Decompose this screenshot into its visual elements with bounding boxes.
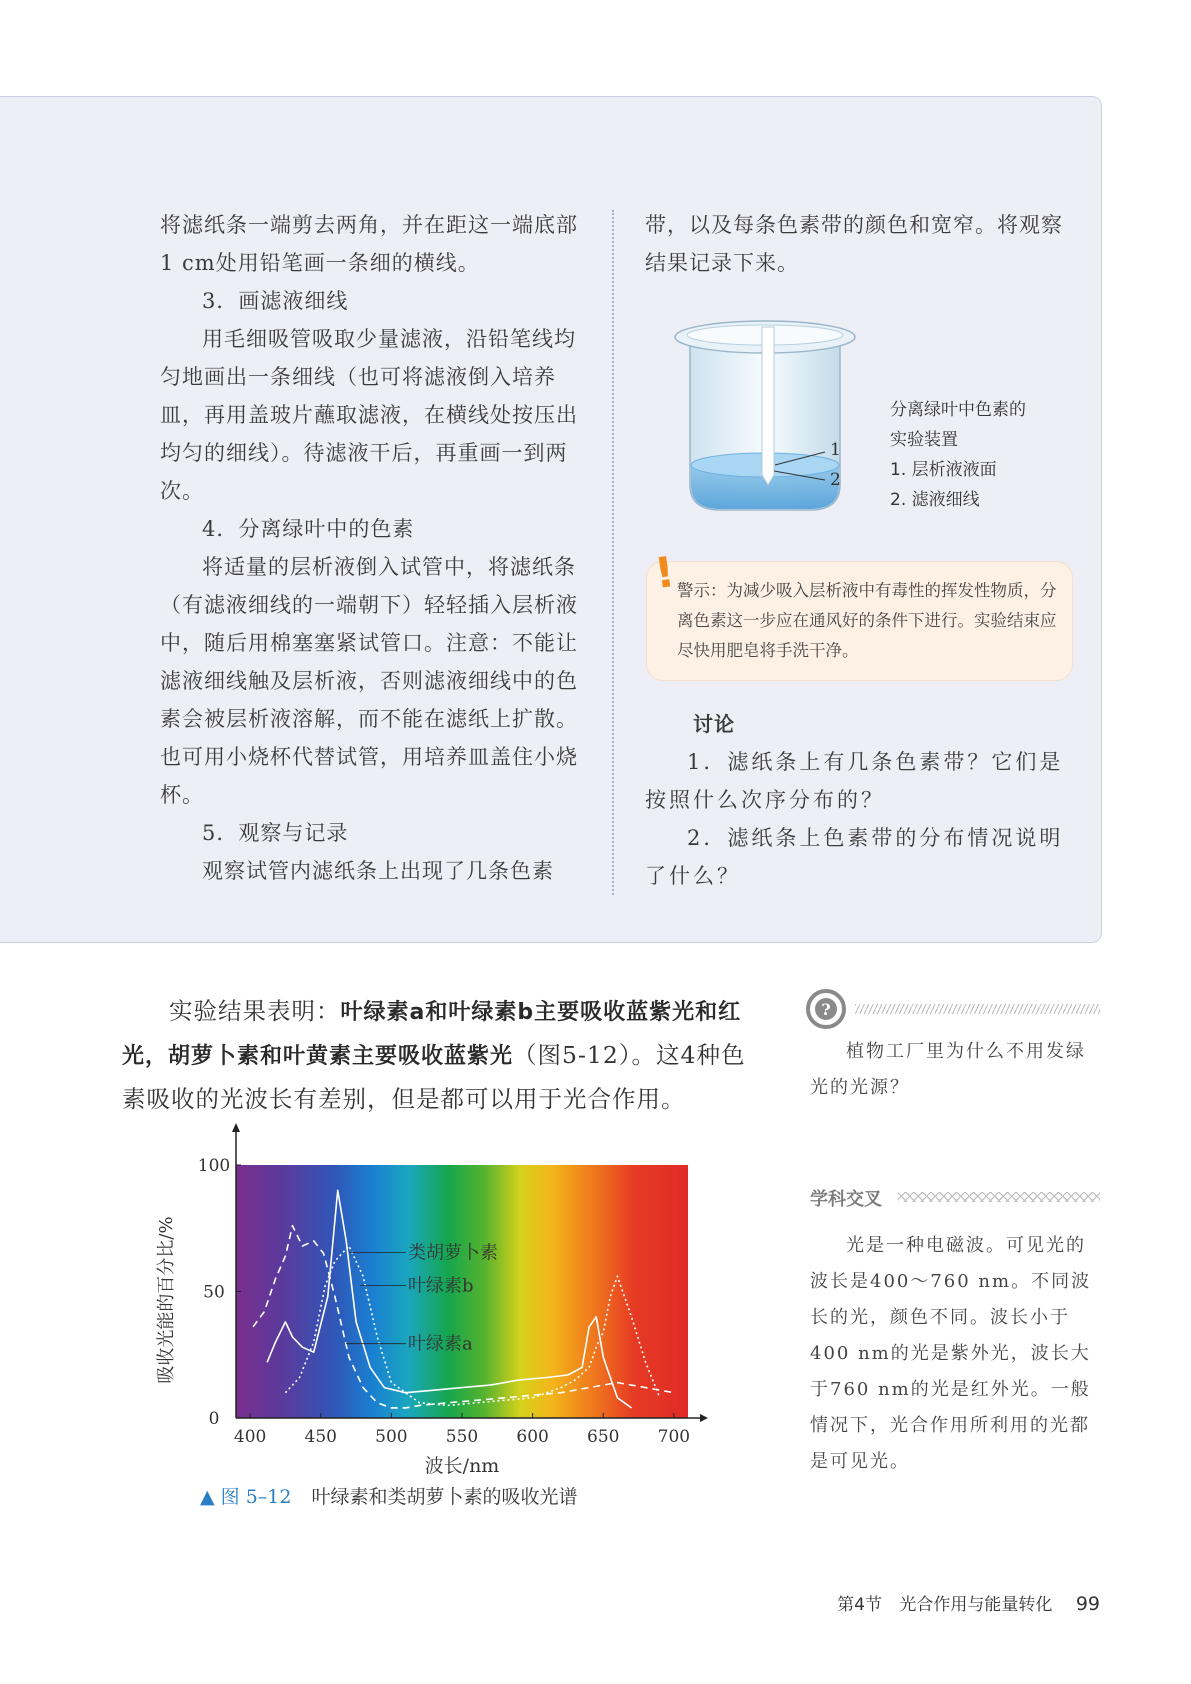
apparatus-caption: 分离绿叶中色素的 实验装置 1. 层析液液面 2. 滤液细线 xyxy=(890,400,1026,510)
x-tick-label: 500 xyxy=(375,1427,408,1447)
paragraph: 观察试管内滤纸条上出现了几条色素 xyxy=(202,859,554,883)
question-icon xyxy=(805,988,847,1030)
figure-title: 叶绿素和类胡萝卜素的吸收光谱 xyxy=(311,1486,578,1508)
x-tick-label: 700 xyxy=(657,1427,691,1447)
x-axis-arrow xyxy=(700,1414,708,1422)
x-tick-label: 550 xyxy=(445,1427,479,1447)
paragraph: 用毛细吸管吸取少量滤液，沿铅笔线均匀地画出一条细线（也可将滤液倒入培养皿，再用盖玻片蘸取滤液，在横线处按压出均匀的细线）。待滤液干后，再重画一到两次。 xyxy=(160,327,578,503)
discussion-question: 2．滤纸条上色素带的分布情况说明了什么？ xyxy=(645,826,1064,888)
column-divider xyxy=(612,210,614,895)
cross-title: 学科交叉 xyxy=(810,1189,882,1210)
page-number: 99 xyxy=(1075,1593,1100,1615)
page-footer xyxy=(837,1590,1100,1615)
cross-divider xyxy=(898,1192,1100,1202)
left-column xyxy=(160,206,590,890)
paragraph: 将滤纸条一端剪去两角，并在距这一端底部1 cm处用铅笔画一条细的横线。 xyxy=(160,213,578,275)
footer-title: 光合作用与能量转化 xyxy=(899,1595,1053,1615)
series-label: 叶绿素a xyxy=(408,1333,473,1355)
callout-2: 2 xyxy=(830,470,841,490)
x-tick-label: 600 xyxy=(516,1427,549,1447)
step-heading: 4．分离绿叶中的色素 xyxy=(202,517,415,541)
sidebar-question xyxy=(810,1034,1105,1106)
beaker-illustration xyxy=(650,305,880,525)
series-label: 叶绿素b xyxy=(408,1275,474,1297)
y-tick-label: 0 xyxy=(208,1409,220,1429)
x-axis-label: 波长/nm xyxy=(424,1455,500,1477)
figure-number: 图 5–12 xyxy=(220,1486,292,1508)
step-heading: 3．画滤液细线 xyxy=(202,289,349,313)
text-suffix: （图5-12）。这4种色素吸收的光波长有差别，但是都可以用于光合作用。 xyxy=(122,1041,746,1113)
y-axis-label: 吸收光能的百分比/% xyxy=(156,1216,177,1384)
warning-box xyxy=(647,546,1072,680)
paragraph: 带，以及每条色素带的颜色和宽窄。将观察结果记录下来。 xyxy=(645,213,1063,275)
question-text: 植物工厂里为什么不用发绿光的光源？ xyxy=(810,1041,1086,1098)
paragraph: 将适量的层析液倒入试管中，将滤纸条（有滤液细线的一端朝下）轻轻插入层析液中，随后用棉塞塞紧试管口。注意：不能让滤液细线触及层析液，否则滤液细线中的色素会被层析液溶解，而不能在滤纸上扩散。也可用小烧杯代替试管，用培养皿盖住小烧杯。 xyxy=(160,555,578,807)
text-prefix: 实验结果表明： xyxy=(169,997,341,1025)
discussion-question: 1．滤纸条上有几条色素带？它们是按照什么次序分布的？ xyxy=(645,750,1064,812)
x-tick-label: 450 xyxy=(304,1427,337,1447)
y-tick-label: 50 xyxy=(203,1282,225,1303)
cross-text: 光是一种电磁波。可见光的波长是400～760 nm。不同波长的光，颜色不同。波长小于400 nm的光是紫外光，波长大于760 nm的光是红外光。一般情况下，光合作用所利用的光都是可见光。 xyxy=(810,1235,1092,1472)
series-label: 类胡萝卜素 xyxy=(408,1242,498,1264)
question-glyph: ? xyxy=(821,1000,831,1019)
x-tick-label: 650 xyxy=(587,1427,620,1447)
y-axis-arrow xyxy=(232,1123,240,1132)
warning-text: 警示：为减少吸入层析液中有毒性的挥发性物质，分离色素这一步应在通风好的条件下进行。实验结束应尽快用肥皂将手洗干净。 xyxy=(677,581,1057,660)
question-divider xyxy=(855,1004,1100,1014)
footer-section: 第4节 xyxy=(837,1595,882,1615)
triangle-icon: ▲ xyxy=(200,1486,215,1508)
discussion-title: 讨论 xyxy=(693,712,735,736)
figure-caption xyxy=(200,1482,578,1509)
callout-1: 1 xyxy=(830,440,841,460)
text-bold: 叶绿素a和叶绿素b主要吸收蓝紫光和红光，胡萝卜素和叶黄素主要吸收蓝紫光 xyxy=(122,1000,742,1069)
y-tick-label: 100 xyxy=(197,1156,231,1176)
sidebar-cross-text xyxy=(810,1228,1105,1480)
right-column-text xyxy=(645,206,1075,282)
x-tick-label: 400 xyxy=(233,1427,267,1447)
absorption-spectrum-chart xyxy=(150,1110,710,1490)
step-heading: 5．观察与记录 xyxy=(202,821,349,845)
main-paragraph xyxy=(122,990,752,1120)
discussion xyxy=(645,705,1075,895)
warning-icon: ! xyxy=(651,546,678,599)
